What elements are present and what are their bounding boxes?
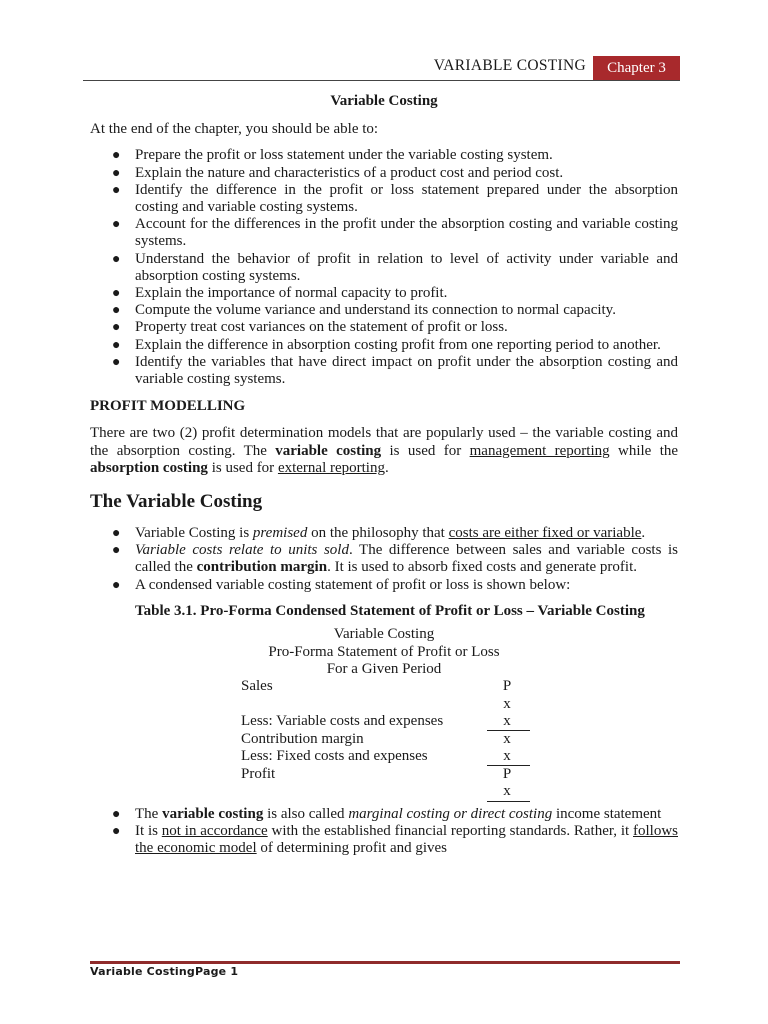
- document-title: Variable Costing: [330, 93, 438, 109]
- bullet-icon: ●: [112, 577, 121, 593]
- list-item: ● A condensed variable costing statement of profit or loss is shown below:: [112, 576, 571, 593]
- variable-costing-heading: The Variable Costing: [90, 491, 263, 513]
- page-footer: Variable CostingPage 1: [90, 965, 239, 978]
- bullet-icon: ●: [112, 251, 121, 267]
- statement-row-label: Sales: [241, 678, 273, 695]
- bullet-icon: ●: [112, 148, 121, 164]
- list-item: ● The variable costing is also called marginal costing or direct costing income statement: [112, 806, 662, 823]
- bullet-icon: ●: [112, 337, 121, 353]
- statement-title: Variable Costing: [333, 626, 435, 643]
- running-header-title: VARIABLE COSTING: [433, 57, 586, 74]
- list-item: ● Explain the importance of normal capacity to profit.: [112, 285, 448, 302]
- statement-row-value: x: [503, 730, 511, 747]
- total-rule: [487, 801, 530, 802]
- intro-text: At the end of the chapter, you should be able to:: [90, 121, 379, 138]
- list-item: ● Identify the variables that have direct impact on profit under the absorption costing and variable costing systems.: [112, 353, 678, 388]
- bullet-icon: ●: [112, 543, 121, 559]
- list-item: ● Explain the nature and characteristics of a product cost and period cost.: [112, 164, 564, 181]
- header-divider: [83, 80, 680, 81]
- variable-costing-notes-list: [90, 806, 678, 858]
- bullet-icon: ●: [112, 165, 121, 181]
- list-item: ● Prepare the profit or loss statement under the variable costing system.: [112, 147, 553, 164]
- list-item: ● Variable Costing is premised on the philosophy that costs are either fixed or variable.: [112, 525, 646, 542]
- statement-row-label: Less: Variable costs and expenses: [241, 713, 444, 730]
- table-caption: Table 3.1. Pro-Forma Condensed Statement of Profit or Loss – Variable Costing: [135, 602, 645, 619]
- list-item: ● Property treat cost variances on the statement of profit or loss.: [112, 319, 508, 336]
- footer-divider: [90, 961, 680, 964]
- list-item: ● Identify the difference in the profit or loss statement prepared under the absorption costing and variable costing systems.: [112, 181, 678, 216]
- bullet-icon: ●: [112, 354, 121, 370]
- bullet-icon: ●: [112, 807, 121, 823]
- bullet-icon: ●: [112, 303, 121, 319]
- list-item: ● Compute the volume variance and understand its connection to normal capacity.: [112, 302, 616, 319]
- statement-row-label: Profit: [241, 765, 276, 782]
- bullet-icon: ●: [112, 320, 121, 336]
- statement-row-value: x: [503, 748, 511, 765]
- statement-row-value: x: [503, 695, 511, 712]
- bullet-icon: ●: [112, 286, 121, 302]
- bullet-icon: ●: [112, 182, 121, 198]
- list-item: ● It is not in accordance with the established financial reporting standards. Rather, it follows the economic model of determining profit and gives: [112, 823, 678, 857]
- chapter-badge: Chapter 3: [593, 56, 680, 81]
- list-item: ● Variable costs relate to units sold. The difference between sales and variable costs is called the contribution margin. It is used to absorb fixed costs and generate profit.: [112, 542, 678, 576]
- bullet-icon: ●: [112, 824, 121, 840]
- variable-costing-list: [90, 525, 678, 594]
- page-header: [0, 0, 768, 82]
- list-item: ● Understand the behavior of profit in relation to level of activity under variable and absorption costing systems.: [112, 250, 678, 284]
- statement-row-label: Less: Fixed costs and expenses: [241, 748, 428, 765]
- objectives-list: [90, 147, 678, 388]
- statement-row-value: x: [503, 783, 511, 800]
- statement-period: For a Given Period: [326, 661, 442, 678]
- statement-row-value: P: [502, 765, 512, 782]
- list-item: ● Account for the differences in the profit under the absorption costing and variable costing systems.: [112, 216, 678, 250]
- statement-subtitle: Pro-Forma Statement of Profit or Loss: [268, 643, 500, 660]
- page-content: [90, 93, 678, 858]
- statement-row-label: Contribution margin: [241, 730, 364, 747]
- list-item: ● Explain the difference in absorption costing profit from one reporting period to another.: [112, 336, 661, 353]
- bullet-icon: ●: [112, 526, 121, 542]
- statement-row-value: P: [502, 678, 512, 695]
- pro-forma-statement: [90, 626, 678, 806]
- profit-modelling-paragraph: There are two (2) profit determination models that are popularly used – the variable costing and the absorption costing. The variable costing is used for management reporting while the absorption costing is used for external reporting.: [90, 425, 679, 476]
- statement-row-value: x: [503, 713, 511, 730]
- bullet-icon: ●: [112, 217, 121, 233]
- profit-modelling-heading: PROFIT MODELLING: [90, 398, 246, 415]
